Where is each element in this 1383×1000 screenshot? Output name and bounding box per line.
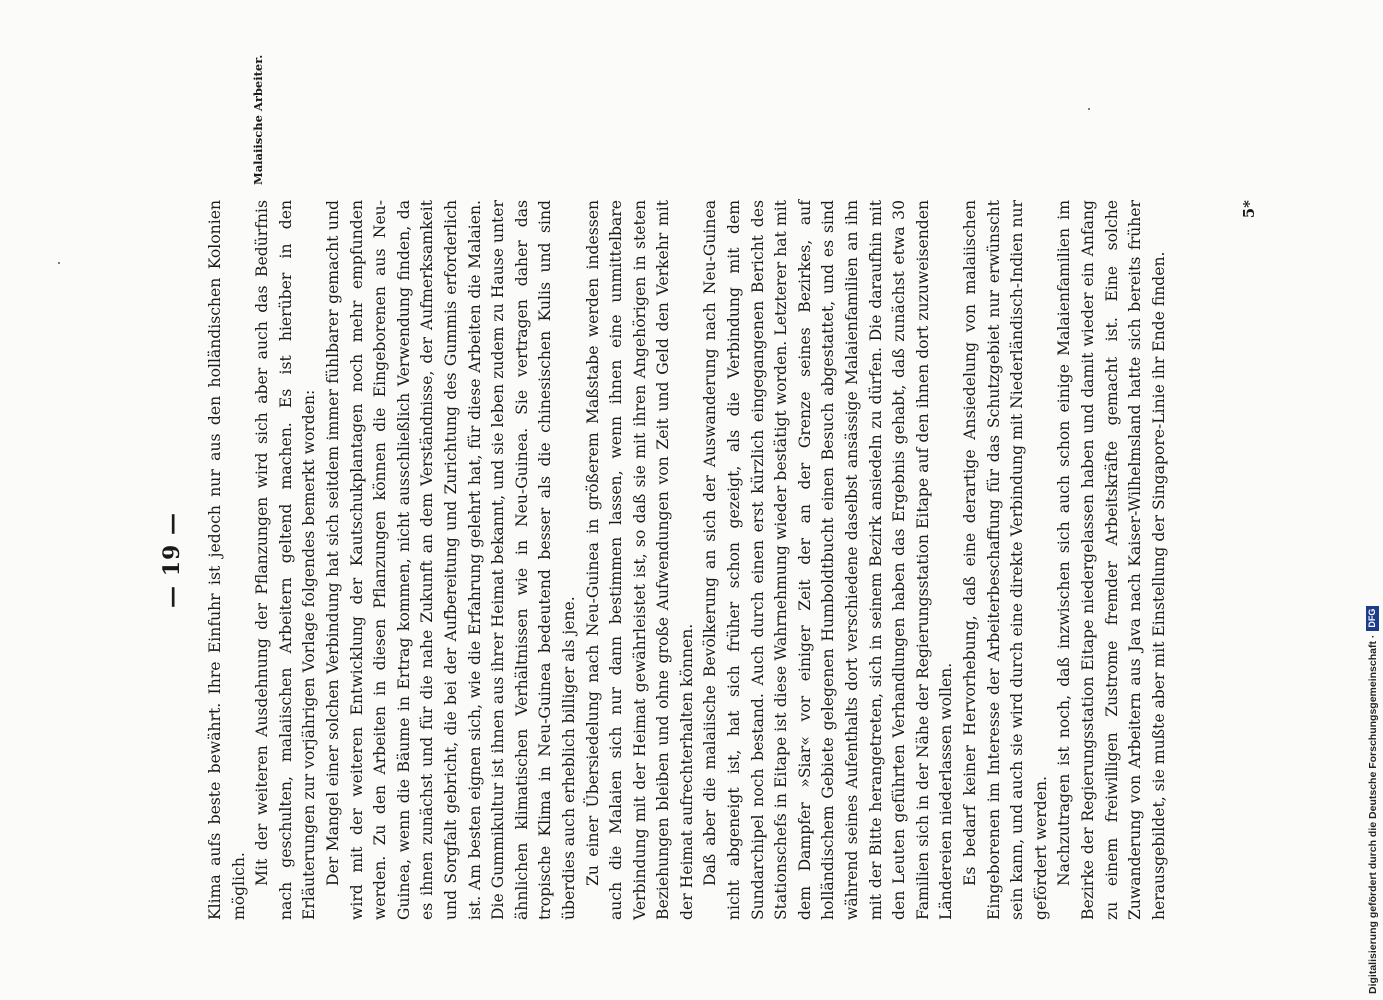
digitization-credit — [1366, 0, 1379, 994]
paragraph-5: Daß aber die malaiische Bevölkerung an sich der Auswanderung nach Neu-Guinea nicht abgeneigt ist, hat sich früher schon gezeigt, als die Verbindung mit dem Sundarchipel noch bestand. Auch durch einen erst kürzlich eingegangenen Bericht des Stationschefs in Eitape ist diese Wahrnehmung wieder bestätigt worden. Letzterer hat mit dem Dampfer »Siar« vor einiger Zeit der an der Grenze seines Bezirkes, auf holländischem Gebiete gelegenen Humboldtbucht einen Besuch abgestattet, und es sind während seines Aufenthalts dort verschiedene daselbst ansässige Malaienfamilien an ihn mit der Bitte herangetreten, sich in seinem Bezirk ansiedeln zu dürfen. Die daraufhin mit den Leuten geführten Verhandlungen haben das Ergebnis gehabt, daß zunächst etwa 30 Familien sich in der Nähe der Regierungsstation Eitape auf den ihnen dort zuzuweisenden Ländereien niederlassen wollen. — [701, 200, 956, 920]
credit-text: Digitalisierung gefördert durch die Deutsche Forschungsgemeinschaft · — [1366, 634, 1379, 994]
text-body — [204, 200, 1171, 920]
paragraph-6: Es bedarf keiner Hervorhebung, daß eine derartige Ansiedelung von malaiischen Eingeborenen im Interesse der Arbeiterbeschaffung für das Schutzgebiet nur erwünscht sein kann, und auch sie wird durch eine direkte Verbindung mit Niederländisch-Indien nur gefördert werden. — [961, 200, 1050, 920]
paragraph-7: Nachzutragen ist noch, daß inzwischen sich auch schon einige Malaienfamilien im Bezirke der Regierungsstation Eitape niedergelassen haben und damit wieder ein Anfang zu einem freiwilligen Zustrome fremder Arbeitskräfte gemacht ist. Eine solche Zuwanderung von Arbeitern aus Java nach Kaiser-Wilhelmsland hatte sich bereits früher herausgebildet, sie mußte aber mit Einstellung der Singapore-Linie ihr Ende finden. — [1055, 200, 1168, 920]
signature-mark: 5* — [1240, 200, 1258, 219]
paragraph-2: Mit der weiteren Ausdehnung der Pflanzungen wird sich aber auch das Bedürfnis nach geschulten, malaiischen Arbeitern geltend machen. Es ist hierüber in den Erläuterungen zur vorjährigen Vorlage folgendes bemerkt worden: — [253, 200, 319, 920]
margin-note: Malaiische Arbeiter. — [251, 54, 265, 185]
scan-speck — [1088, 108, 1090, 110]
scan-speck — [58, 262, 60, 264]
page-number-header: — 19 — — [159, 512, 185, 608]
dfg-logo: DFG — [1366, 606, 1379, 631]
paragraph-1: Klima aufs beste bewährt. Ihre Einfuhr ist jedoch nur aus den holländischen Kolonien möglich. — [206, 200, 248, 920]
rotated-page-body — [150, 54, 1260, 920]
paragraph-3: Der Mangel einer solchen Verbindung hat sich seitdem immer fühlbarer gemacht und wird mit der weiteren Entwicklung der Kautschukplantagen noch mehr empfunden werden. Zu den Arbeiten in diesen Pflanzungen können die Eingeborenen aus Neu-Guinea, wenn die Bäume in Ertrag kommen, nicht ausschließlich Verwendung finden, da es ihnen zunächst und für die nahe Zukunft an dem Verständnisse, der Aufmerksamkeit und Sorgfalt gebricht, die bei der Aufbereitung und Zurichtung des Gummis erforderlich ist. Am besten eignen sich, wie die Erfahrung gelehrt hat, für diese Arbeiten die Malaien. Die Gummikultur ist ihnen aus ihrer Heimat bekannt, und sie leben zudem zu Hause unter ähnlichen klimatischen Verhältnissen wie in Neu-Guinea. Sie vertragen daher das tropische Klima in Neu-Guinea bedeutend besser als die chinesischen Kulis und sind überdies auch erheblich billiger als jene. — [323, 200, 578, 920]
paragraph-4: Zu einer Übersiedelung nach Neu-Guinea in größerem Maßstabe werden indessen auch die Malaien sich nur dann bestimmen lassen, wenn ihnen eine unmittelbare Verbindung mit der Heimat gewährleistet ist, so daß sie mit ihren Angehörigen in steten Beziehungen bleiben und ohne große Aufwendungen von Zeit und Geld den Verkehr mit der Heimat aufrechterhalten können. — [583, 200, 696, 920]
